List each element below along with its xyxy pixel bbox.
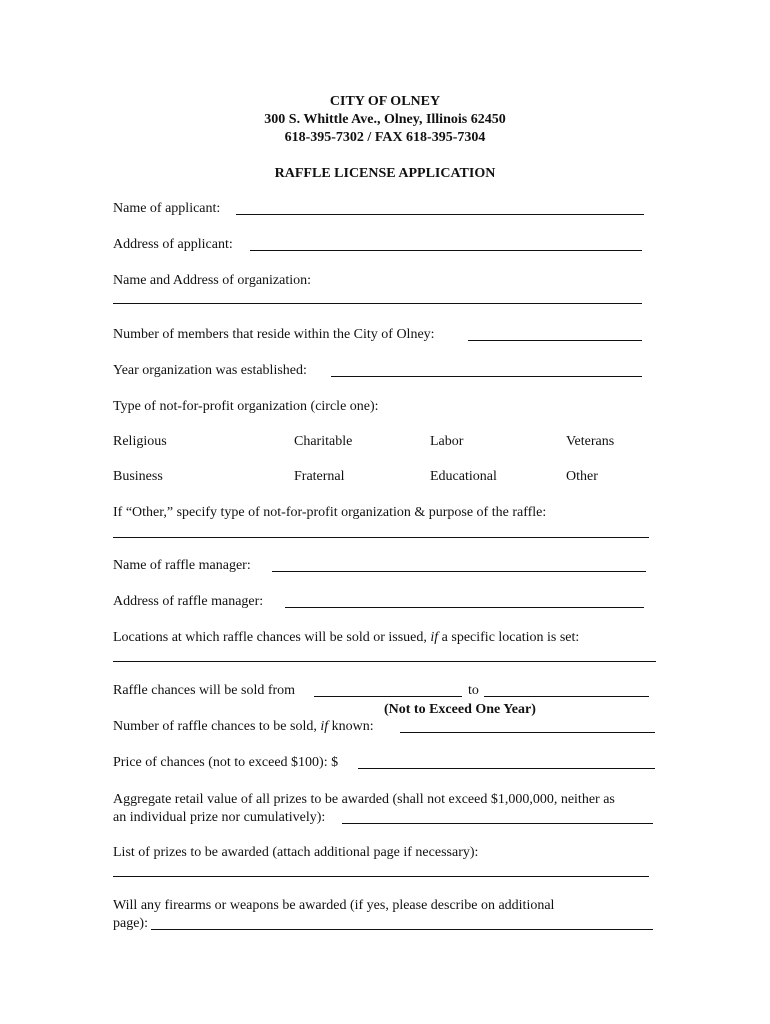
firearms-label-line1: Will any firearms or weapons be awarded (if yes, please describe on additional [113, 898, 555, 913]
applicant-address-field[interactable] [250, 250, 642, 251]
chances-label-start: Number of raffle chances to be sold, [113, 719, 321, 734]
raffle-manager-address-label: Address of raffle manager: [113, 594, 264, 609]
other-specify-field[interactable] [113, 537, 649, 538]
city-phone-fax: 618-395-7302 / FAX 618-395-7304 [284, 130, 486, 145]
price-label: Price of chances (not to exceed $100): $ [113, 755, 339, 770]
firearms-field[interactable] [151, 929, 653, 930]
firearms-label-line2: page): [113, 916, 148, 931]
city-address: 300 S. Whittle Ave., Olney, Illinois 62450 [264, 112, 506, 127]
sold-from-field[interactable] [314, 696, 462, 697]
sold-from-label: Raffle chances will be sold from [113, 683, 296, 698]
members-label: Number of members that reside within the City of Olney: [113, 327, 435, 342]
org-type-other[interactable]: Other [566, 469, 598, 484]
org-type-veterans[interactable]: Veterans [566, 434, 615, 449]
chances-field[interactable] [400, 732, 655, 733]
year-established-field[interactable] [331, 376, 642, 377]
locations-label-start: Locations at which raffle chances will be sold or issued, [113, 630, 431, 645]
locations-label-if: if [430, 630, 439, 645]
city-name: CITY OF OLNEY [329, 94, 441, 109]
locations-field[interactable] [113, 661, 656, 662]
applicant-address-label: Address of applicant: [113, 237, 233, 252]
org-type-label: Type of not-for-profit organization (circle one): [113, 399, 379, 414]
locations-label-end: a specific location is set: [438, 630, 580, 645]
applicant-name-label: Name of applicant: [113, 201, 221, 216]
prizes-list-label: List of prizes to be awarded (attach additional page if necessary): [113, 845, 479, 860]
chances-label-end: known: [328, 719, 374, 734]
org-name-address-field[interactable] [113, 303, 642, 304]
chances-label-if: if [320, 719, 329, 734]
not-exceed-note: (Not to Exceed One Year) [384, 702, 536, 717]
chances-label [113, 719, 374, 735]
aggregate-field[interactable] [342, 823, 653, 824]
applicant-name-field[interactable] [236, 214, 644, 215]
org-type-educational[interactable]: Educational [430, 469, 497, 484]
form-title: RAFFLE LICENSE APPLICATION [274, 166, 496, 181]
locations-label [113, 630, 579, 646]
org-type-religious[interactable]: Religious [113, 434, 167, 449]
raffle-manager-address-field[interactable] [285, 607, 644, 608]
prizes-list-field[interactable] [113, 876, 649, 877]
members-field[interactable] [468, 340, 642, 341]
other-specify-label: If “Other,” specify type of not-for-profit organization & purpose of the raffle: [113, 505, 547, 520]
sold-to-label: to [468, 683, 479, 698]
org-type-fraternal[interactable]: Fraternal [294, 469, 345, 484]
org-type-business[interactable]: Business [113, 469, 163, 484]
raffle-manager-name-field[interactable] [272, 571, 646, 572]
aggregate-label-line1: Aggregate retail value of all prizes to be awarded (shall not exceed $1,000,000, neither as [113, 792, 615, 807]
org-type-labor[interactable]: Labor [430, 434, 464, 449]
org-name-address-label: Name and Address of organization: [113, 273, 312, 288]
year-established-label: Year organization was established: [113, 363, 307, 378]
org-type-charitable[interactable]: Charitable [294, 434, 353, 449]
raffle-manager-name-label: Name of raffle manager: [113, 558, 251, 573]
price-field[interactable] [358, 768, 655, 769]
sold-to-field[interactable] [484, 696, 649, 697]
aggregate-label-line2: an individual prize nor cumulatively): [113, 810, 326, 825]
